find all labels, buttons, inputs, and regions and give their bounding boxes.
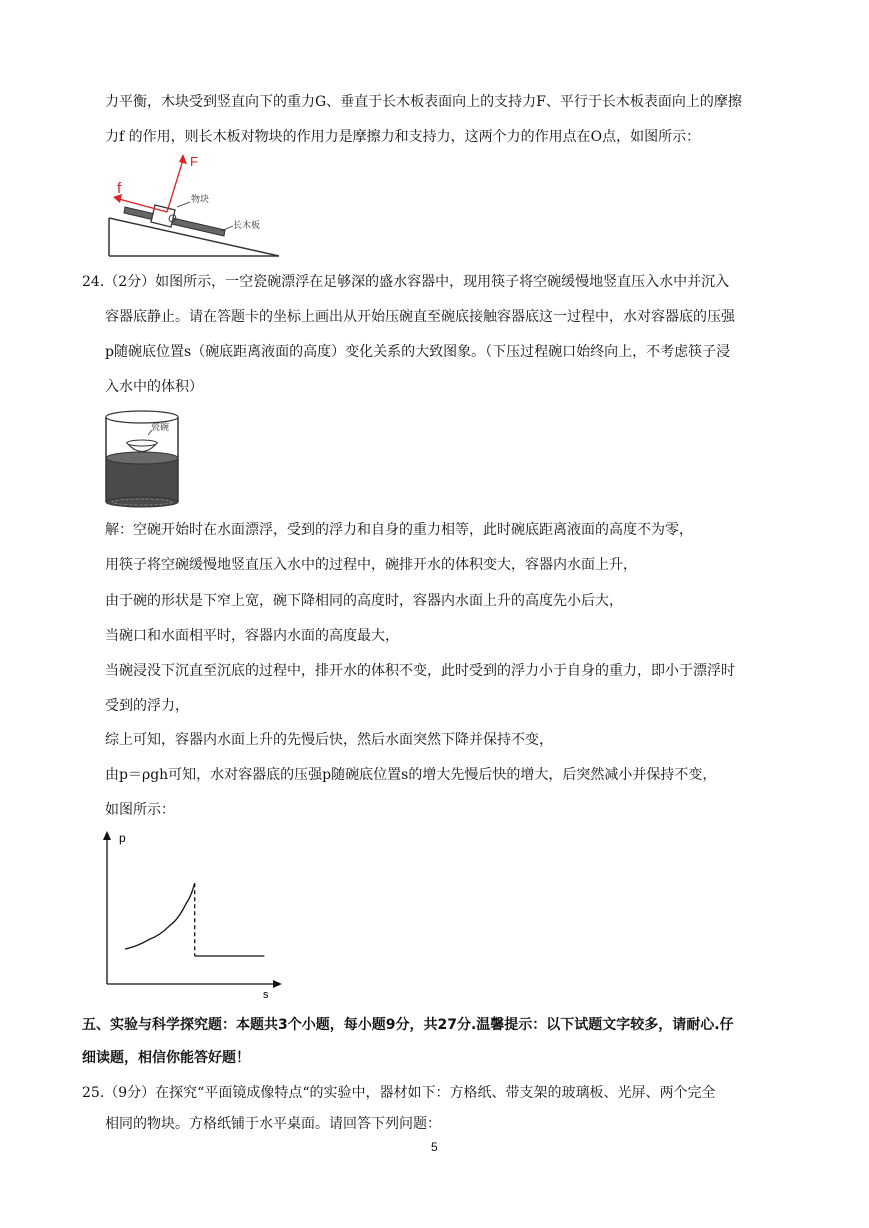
x-axis-arrowhead xyxy=(273,980,282,988)
force-f-label: f xyxy=(117,180,122,197)
series-layer xyxy=(125,883,264,956)
text-line: 相同的物块。方格纸铺于水平桌面。请回答下列问题： xyxy=(105,1116,441,1132)
text-line: 受到的浮力， xyxy=(105,698,189,714)
point-O-label: O xyxy=(168,213,177,225)
series-rising xyxy=(125,883,195,949)
container-bottom xyxy=(106,497,178,507)
force-F-arrowhead xyxy=(179,154,187,164)
text-line: 入水中的体积） xyxy=(105,379,203,395)
force-F-arrow xyxy=(167,160,183,212)
pressure-position-chart xyxy=(95,828,285,1000)
text-line: 解：空碗开始时在水面漂浮，受到的浮力和自身的重力相等，此时碗底距离液面的高度不为零， xyxy=(105,522,693,538)
text-line: 当碗口和水面相平时，容器内水面的高度最大， xyxy=(105,628,399,644)
water-body xyxy=(106,458,178,502)
text-line: 用筷子将空碗缓慢地竖直压入水中的过程中，碗排开水的体积变大，容器内水面上升， xyxy=(105,557,637,573)
bowl-container-diagram xyxy=(103,408,183,508)
text-line: 如图所示： xyxy=(105,802,175,818)
block-label: 物块 xyxy=(191,195,210,205)
section-heading: 细读题，相信你能答好题！ xyxy=(82,1050,250,1066)
incline-force-diagram xyxy=(105,150,295,262)
text-line: 24.（2分）如图所示，一空瓷碗漂浮在足够深的盛水容器中，现用筷子将空碗缓慢地竖直压入水中并沉入 xyxy=(82,274,730,290)
block-leader-line xyxy=(177,202,190,207)
y-axis-label: p xyxy=(119,831,126,845)
text-line: p随碗底位置s（碗底距离液面的高度）变化关系的大致图象。（下压过程碗口始终向上，不考虑筷子浸 xyxy=(105,344,731,360)
text-line: 当碗浸没下沉直至沉底的过程中，排开水的体积不变，此时受到的浮力小于自身的重力，即小于漂浮时 xyxy=(105,663,735,679)
board-leader-line xyxy=(221,226,233,231)
container-rim xyxy=(106,411,178,423)
water-surface xyxy=(106,452,178,464)
board-label: 长木板 xyxy=(233,221,261,231)
bowl-label: 瓷碗 xyxy=(151,423,170,433)
text-line: 容器底静止。请在答题卡的坐标上画出从开始压碗直至碗底接触容器底这一过程中，水对容器底的压强 xyxy=(105,309,735,325)
text-line: 力f 的作用，则长木板对物块的作用力是摩擦力和支持力，这两个力的作用点在O点，如图所示： xyxy=(105,129,701,145)
text-line: 综上可知，容器内水面上升的先慢后快，然后水面突然下降并保持不变， xyxy=(105,732,553,748)
text-line: 由p＝ρgh可知，水对容器底的压强p随碗底位置s的增大先慢后快的增大，后突然减小并保持不变， xyxy=(105,767,717,783)
text-line: 由于碗的形状是下窄上宽，碗下降相同的高度时，容器内水面上升的高度先小后大， xyxy=(105,593,623,609)
text-line: 力平衡，木块受到竖直向下的重力G、垂直于长木板表面向上的支持力F、平行于长木板表面向上的摩擦 xyxy=(105,94,742,110)
bowl-rim xyxy=(127,440,157,446)
text-line: 25.（9分）在探究“平面镜成像特点“的实验中，器材如下：方格纸、带支架的玻璃板、光屏、两个完全 xyxy=(82,1085,716,1101)
y-axis-arrowhead xyxy=(103,831,111,840)
page-number: 5 xyxy=(431,1140,438,1154)
force-F-label: F xyxy=(190,154,198,169)
section-heading: 五、实验与科学探究题：本题共3个小题，每小题9分，共27分.温馨提示：以下试题文字较多，请耐心.仔 xyxy=(82,1017,734,1033)
x-axis-label: s xyxy=(263,989,269,1000)
